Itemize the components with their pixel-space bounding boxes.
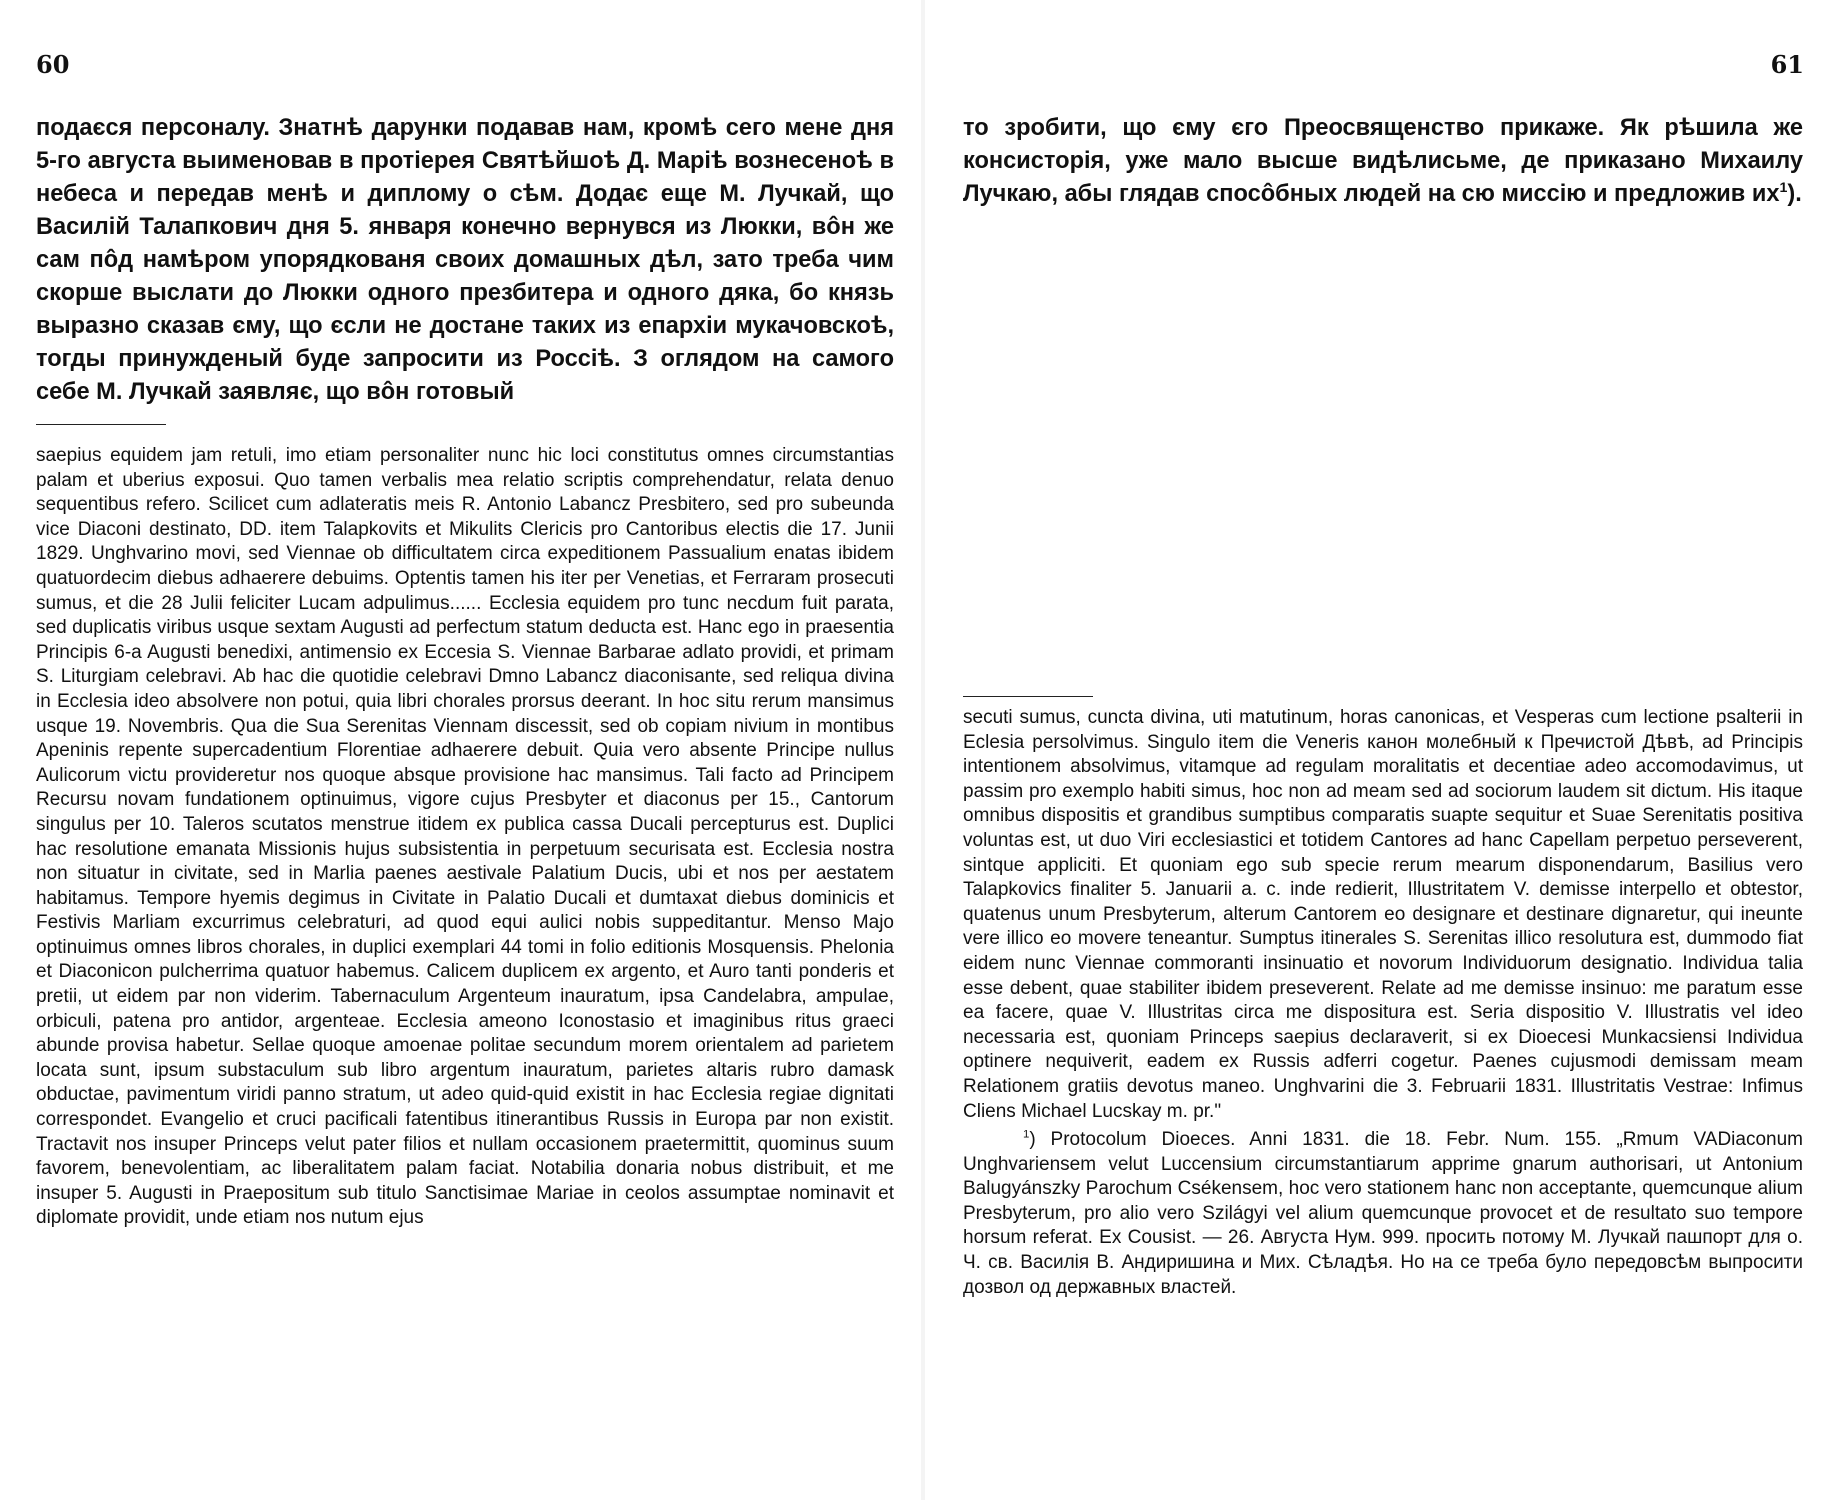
footnote-body: ) Protocolum Dioeces. Anni 1831. die 18. Febr. Num. 155. „Rmum VADiaconum Unghvariensem velut Luccensium circumstantiarum apprime gnarum authorisari, ut Antonium Balugyánszky Parochum Csékensem, hoc vero stationem hanc non acceptante, quemcunque alium Presbyterum, pro alio vero Szilágyi vel alium quemcunque provocet et de resultato suo tempore horsum referat. Ex Cousist. — 26. Августа Нум. 999. просить потому М. Лучкай пашпорт для о. Ч. св. Василія В. Андиришина и Мих. Сѣладѣя. Но на се треба було передовсѣм выпросити дозвол од державных властей. (963, 1129, 1803, 1298)
page-number: 60 (36, 50, 70, 79)
footnote-divider (36, 424, 166, 425)
footnote (963, 706, 1803, 1300)
footnote-continuation: secuti sumus, cuncta divina, uti matutinum, horas canonicas, et Vesperas cum lectione psalterii in Eclesia persolvimus. Singulo item die Veneris канон молебный к Пречистой Дѣвѣ, ad Principis intentionem absolvimus, vitamque ad regulam moralitatis et decentiae adeo accomodavimus, ut passim pro exemplo habiti simus, hoc non ad meam sed ad sociorum laudem sit dictum. His itaque omnibus dispositis et grandibus sumptibus comparatis suapte sequitur et Suae Serenitatis positiva voluntas est, ut duo Viri ecclesiastici et totidem Cantores ad hanc Capellam perpetuo perseverent, sintque appliciti. Et quoniam ego sub specie rerum mearum disponendarum, Basilius vero Talapkovics finaliter 5. Januarii a. c. inde redierit, Illustritatem V. demisse interpello et obtestor, quatenus unum Presbyterum, alterum Cantorem eo designare et destinare dignaretur, qui ineunte vere illico eo movere teneantur. Sumptus itinerales S. Serenitas illico resolutura est, dummodo fiat eidem nunc Viennae commoranti insinuatio et novorum Individuorum designatio. Individua talia esse debent, quae stabiliter ibidem preseverent. Relate ad me demisse insinuo: me paratum esse ea facere, quae V. Illustritas circa me dispositura est. Seria dispositio V. Illustratis vel ideo necessaria est, quoniam Princeps saepius declaraverit, si ex Dioecesi Munkacsiensi Individua optinere nequiverit, eadem ex Russis adferri cogetur. Paenes cujusmodi demissam meam Relationem gratiis devotus maneo. Unghvarini die 3. Februarii 1831. Illustritatis Vestrae: Infimus Cliens Michael Lucskay m. pr." (963, 707, 1803, 1122)
footnote (36, 444, 894, 1231)
footnote-marker: 1 (1023, 1128, 1030, 1141)
right-page (923, 0, 1846, 1500)
main-text: подаєся персоналу. Знатнѣ дарунки подавав нам, кромѣ сего мене дня 5-го августа выименовав в протіерея Святѣйшоѣ Д. Маріѣ вознесеноѣ в небеса и передав менѣ и диплому о сѣм. Додає еще М. Лучкай, що Василій Талапкович дня 5. января конечно вернувся из Люкки, вôн же сам пôд намѣром упорядкованя своих домашных дѣл, зато треба чим скорше выслати до Люкки одного презбитера и одного дяка, бо князь выразно сказав єму, що єсли не достане таких из епархіи мукачовскоѣ, тогды принужденый буде запросити из Россіѣ. З оглядом на самого себе М. Лучкай заявляє, що вôн готовый (36, 115, 894, 405)
footnote-paragraph (963, 1128, 1803, 1300)
footnote-reference: 1 (1779, 180, 1788, 197)
main-text (963, 112, 1803, 211)
main-text-body: то зробити, що єму єго Преосвященство прикаже. Як рѣшила же консисторія, уже мало высше видѣлисьме, де приказано Михаилу Лучкаю, абы глядав спосôбных людей на сю миссію и предложив их (963, 115, 1803, 207)
page-number: 61 (1770, 50, 1804, 79)
main-text-end: ). (1787, 181, 1802, 207)
footnote-divider (963, 696, 1093, 697)
footnote-paragraph: saepius equidem jam retuli, imo etiam personaliter nunc hic loci constitutus omnes circumstantias palam et uberius exposui. Quo tamen verbalis mea relatio scriptis comprehendatur, relata denuo sequentibus refero. Scilicet cum adlateratis meis R. Antonio Labancz Presbitero, sed pro subeunda vice Diaconi destinato, DD. item Talapkovits et Mikulits Clericis pro Cantoribus electis die 17. Junii 1829. Unghvarino movi, sed Viennae ob difficultatem circa expeditionem Passualium enatas ibidem quatuordecim diebus adhaerere debuims. Optentis tamen his iter per Venetias, et Ferraram prosecuti sumus, et die 28 Julii feliciter Lucam adpulimus...... Ecclesia equidem pro tunc necdum fuit parata, sed duplicatis viribus usque sextam Augusti ad perfectum statum deducta est. Hanc ego in praesentia Principis 6-a Augusti benedixi, antimensio ex Eccesia S. Viennae Barbarae adlato providi, et primam S. Liturgiam celebravi. Ab hac die quotidie celebravi Dmno Labancz diaconisante, sed reliqua divina in Ecclesia ideo absolvere non potui, quia libri chorales prorsus deerant. In hoc situ rerum mansimus usque 19. Novembris. Qua die Sua Serenitas Viennam discessit, sed ob copiam nivium in montibus Apeninis repente supercadentium Florentiae adhaerere debuit. Quia vero absente Principe nullus Aulicorum victu provideretur nos quoque absque provisione hac mansimus. Tali facto ad Principem Recursu novam fundationem optinuimus, vigore cujus Presbyter et diaconus per 15., Cantorum singulus per 10. Taleros scutatos menstrue itidem ex publica cassa Ducali percepturus est. Duplici hac resolutione emanata Missionis hujus subsistentia in perpetuum securisata est. Ecclesia nostra non situatur in civitate, sed in Marlia paenes aestivale Palatium Ducis, ubi et nos per aestatem habitamus. Tempore hyemis degimus in Civitate in Palatio Ducali et dumtaxat diebus dominicis et Festivis Marliam excurrimus celebraturi, ad quod equi aulici nobis suppeditantur. Menso Majo optinuimus omnes libros chorales, in duplici exemplari 44 tomi in folio editionis Mosquensis. Phelonia et Diaconicon pulcherrima quatuor habemus. Calicem duplicem ex argento, et Auro tanti ponderis et pretii, ut eidem par non viderim. Tabernaculum Argenteum inauratum, ipsa Candelabra, ampulae, orbiculi, patena pro antidor, argenteae. Ecclesia ameono Iconostasio et imaginibus ritus graeci abunde provisa habetur. Sellae quoque amoenae politae secundum morem orientalem ad parietem locata sunt, ipsum substaculum sub libro argentum inauratum, parietes altaris rubro damask obductae, pavimentum viridi panno stratum, ut adeo quid-quid existit in hac Ecclesia regiae dignitati correspondet. Evangelio et cruci pacificali fatentibus itinerantibus Russis in Europa par non existit. Tractavit nos insuper Princeps velut pater filios et nullam occasionem praetermittit, quominus suum favorem, benevolentiam, ac liberalitatem palam faciat. Notabilia donaria nobus distribuit, et me insuper 5. Augusti in Praepositum sub titulo Sanctisimae Mariae in ceolos assumptae nominavit et diplomate providit, unde etiam nos nutum ejus (36, 445, 894, 1229)
